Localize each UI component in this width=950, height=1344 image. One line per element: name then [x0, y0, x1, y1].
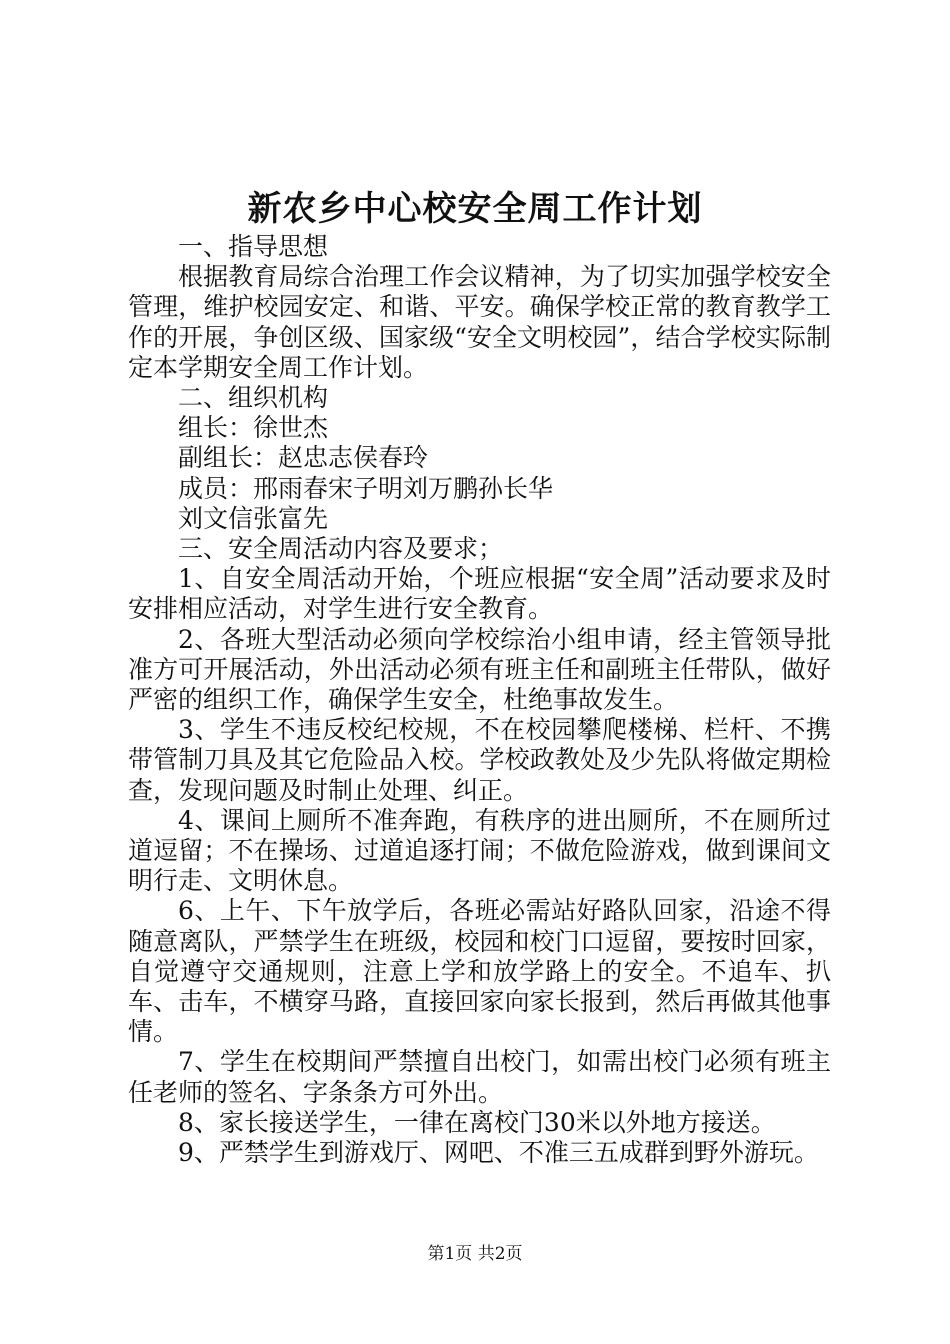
body-paragraph: 3、学生不违反校纪校规，不在校园攀爬楼梯、栏杆、不携带管制刀具及其它危险品入校。学校政教处及少先队将做定期检查，发现问题及时制止处理、纠正。 — [128, 715, 831, 805]
body-paragraph: 9、严禁学生到游戏厅、网吧、不准三五成群到野外游玩。 — [178, 1138, 819, 1168]
body-paragraph: 6、上午、下午放学后，各班必需站好路队回家，沿途不得随意离队，严禁学生在班级，校园和校门口逗留，要按时回家，自觉遵守交通规则，注意上学和放学路上的安全。不追车、扒车、击车，不横穿马路，直接回家向家长报到，然后再做其他事情。 — [128, 896, 831, 1047]
body-paragraph: 2、各班大型活动必须向学校综治小组申请，经主管领导批准方可开展活动，外出活动必须有班主任和副班主任带队，做好严密的组织工作，确保学生安全，杜绝事故发生。 — [128, 624, 831, 715]
body-paragraph: 成员：邢雨春宋子明刘万鹏孙长华 — [178, 473, 554, 503]
body-paragraph: 根据教育局综合治理工作会议精神，为了切实加强学校安全管理，维护校园安定、和谐、平安。确保学校正常的教育教学工作的开展，争创区级、国家级“安全文明校园”，结合学校实际制定本学期安全周工作计划。 — [128, 262, 831, 382]
body-paragraph: 刘文信张富先 — [178, 503, 329, 533]
body-paragraph: 1、自安全周活动开始，个班应根据“安全周”活动要求及时安排相应活动，对学生进行安全教育。 — [128, 564, 831, 624]
document-body — [128, 232, 831, 1168]
page-number: 第1页 共2页 — [427, 1244, 523, 1264]
body-paragraph: 7、学生在校期间严禁擅自出校门，如需出校门必须有班主任老师的签名、字条条方可外出。 — [128, 1047, 831, 1107]
document-title: 新农乡中心校安全周工作计划 — [247, 189, 703, 229]
section-heading: 一、指导思想 — [178, 232, 329, 261]
body-paragraph: 4、课间上厕所不准奔跑，有秩序的进出厕所，不在厕所过道逗留；不在操场、过道追逐打闹；不做危险游戏，做到课间文明行走、文明休息。 — [128, 805, 831, 896]
body-paragraph: 8、家长接送学生，一律在离校门30米以外地方接送。 — [178, 1107, 776, 1137]
body-paragraph: 副组长：赵忠志侯春玲 — [178, 443, 429, 473]
body-paragraph: 组长：徐世杰 — [178, 413, 329, 443]
section-heading: 二、组织机构 — [178, 383, 329, 413]
section-heading: 三、安全周活动内容及要求； — [178, 534, 504, 564]
